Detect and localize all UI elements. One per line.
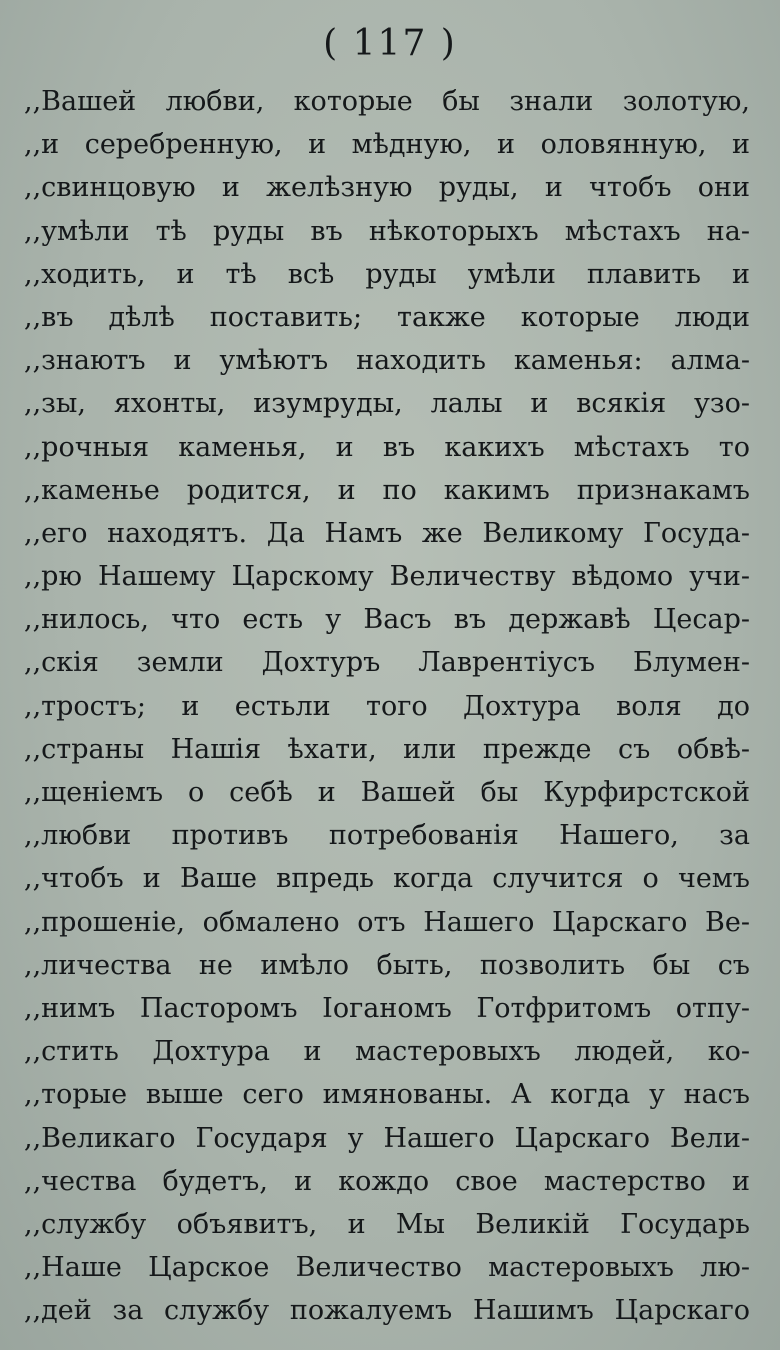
text-line: ,,ходить, и тѣ всѣ руды умѣли плавить и <box>24 258 750 290</box>
text-line: ,,страны Нашія ѣхати, или прежде съ обвѣ- <box>24 733 750 765</box>
text-line: ,,каменье родится, и по какимъ признакамъ <box>24 474 750 506</box>
text-line: ,,скія земли Дохтуръ Лаврентіусъ Блумен- <box>24 647 750 679</box>
body-text <box>24 80 750 1332</box>
text-line: ,,службу объявитъ, и Мы Великій Государь <box>24 1208 750 1240</box>
text-line: ,,торые выше сего имянованы. А когда у насъ <box>24 1079 750 1111</box>
text-line: ,,личества не имѣло быть, позволить бы съ <box>24 949 750 981</box>
text-line: ,,свинцовую и желѣзную руды, и чтобъ они <box>24 172 750 204</box>
text-line: ,,рочныя каменья, и въ какихъ мѣстахъ то <box>24 431 750 463</box>
text-line: ,,и серебренную, и мѣдную, и оловянную, и <box>24 129 750 161</box>
text-line: ,,стить Дохтура и мастеровыхъ людей, ко- <box>24 1036 750 1068</box>
text-line: ,,Великаго Государя у Нашего Царскаго Вели- <box>24 1122 750 1154</box>
text-line: ,,зы, яхонты, изумруды, лалы и всякія узо- <box>24 388 750 420</box>
text-line: ,,дей за службу пожалуемъ Нашимъ Царскаго <box>24 1295 750 1327</box>
text-line: ,,нимъ Пасторомъ Іоганомъ Готфритомъ отпу- <box>24 992 750 1024</box>
text-line: ,,Наше Царское Величество мастеровыхъ лю- <box>24 1252 750 1284</box>
text-line: ,,рю Нашему Царскому Величеству вѣдомо учи- <box>24 561 750 593</box>
text-line: ,,любви противъ потребованія Нашего, за <box>24 820 750 852</box>
text-line: ,,щеніемъ о себѣ и Вашей бы Курфирстской <box>24 777 750 808</box>
text-line: ,,чества будетъ, и кождо свое мастерство и <box>24 1165 750 1197</box>
page-number: ( 117 ) <box>323 23 457 64</box>
text-line: ,,въ дѣлѣ поставить; также которые люди <box>24 301 750 333</box>
text-line: ,,умѣли тѣ руды въ нѣкоторыхъ мѣстахъ на- <box>24 215 750 247</box>
text-line: ,,знаютъ и умѣютъ находить каменья: алма- <box>24 345 750 377</box>
text-line: ,,прошеніе, обмалено отъ Нашего Царскаго Ве- <box>24 906 750 938</box>
text-line: ,,чтобъ и Ваше впредь когда случится о чемъ <box>24 863 750 895</box>
text-line: ,,нилось, что есть у Васъ въ державѣ Цесар- <box>24 604 750 636</box>
text-line: ,,Вашей любви, которые бы знали золотую, <box>24 86 750 117</box>
text-line: ,,его находятъ. Да Намъ же Великому Госуда- <box>24 517 750 549</box>
text-line: ,,тростъ; и естьли того Дохтура воля до <box>24 690 750 722</box>
